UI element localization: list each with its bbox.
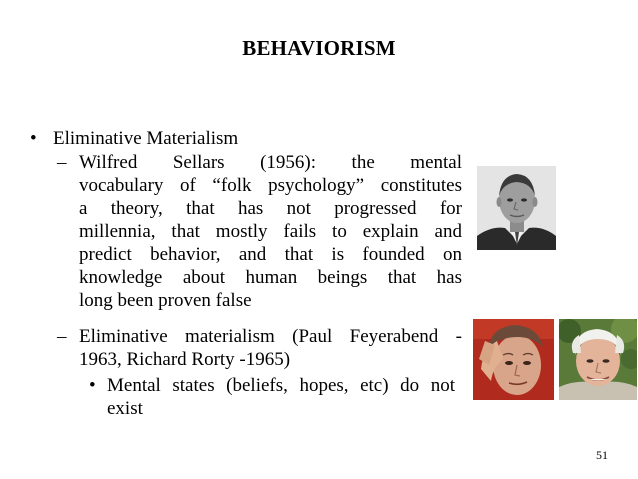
text-line: exist [107,398,143,419]
portrait-sellars-icon [477,166,556,250]
dash-marker: – [57,326,67,347]
text-line: Mental states (beliefs, hopes, etc) do not [107,375,455,396]
text-line: a theory, that has not progressed for [79,198,462,219]
portrait-feyerabend-icon [473,319,554,400]
subbullet-sellars-text [79,151,462,312]
portrait-rorty [559,319,637,400]
text-line: knowledge about human beings that has [79,267,462,288]
text-line: long been proven false [79,290,252,311]
text-line: 1963, Richard Rorty -1965) [79,349,291,370]
subbullet-eliminative-text [79,325,462,371]
text-line: predict behavior, and that is founded on [79,244,462,265]
dash-marker: – [57,152,67,173]
text-line: millennia, that mostly fails to explain and [79,221,462,242]
page-number: 51 [596,448,608,462]
bullet-marker: • [89,375,96,396]
text-line: Eliminative materialism (Paul Feyerabend - [79,326,462,347]
portrait-feyerabend [473,319,554,400]
slide-title: BEHAVIORISM [242,36,396,60]
bullet-text: Eliminative Materialism [53,128,239,149]
text-line: vocabulary of “folk psychology” constitutes [79,175,462,196]
portrait-rorty-icon [559,319,637,400]
portrait-sellars [477,166,556,250]
bullet-mental-states-text [107,374,455,420]
bullet-marker: • [30,128,37,149]
text-line: Wilfred Sellars (1956): the mental [79,152,462,173]
